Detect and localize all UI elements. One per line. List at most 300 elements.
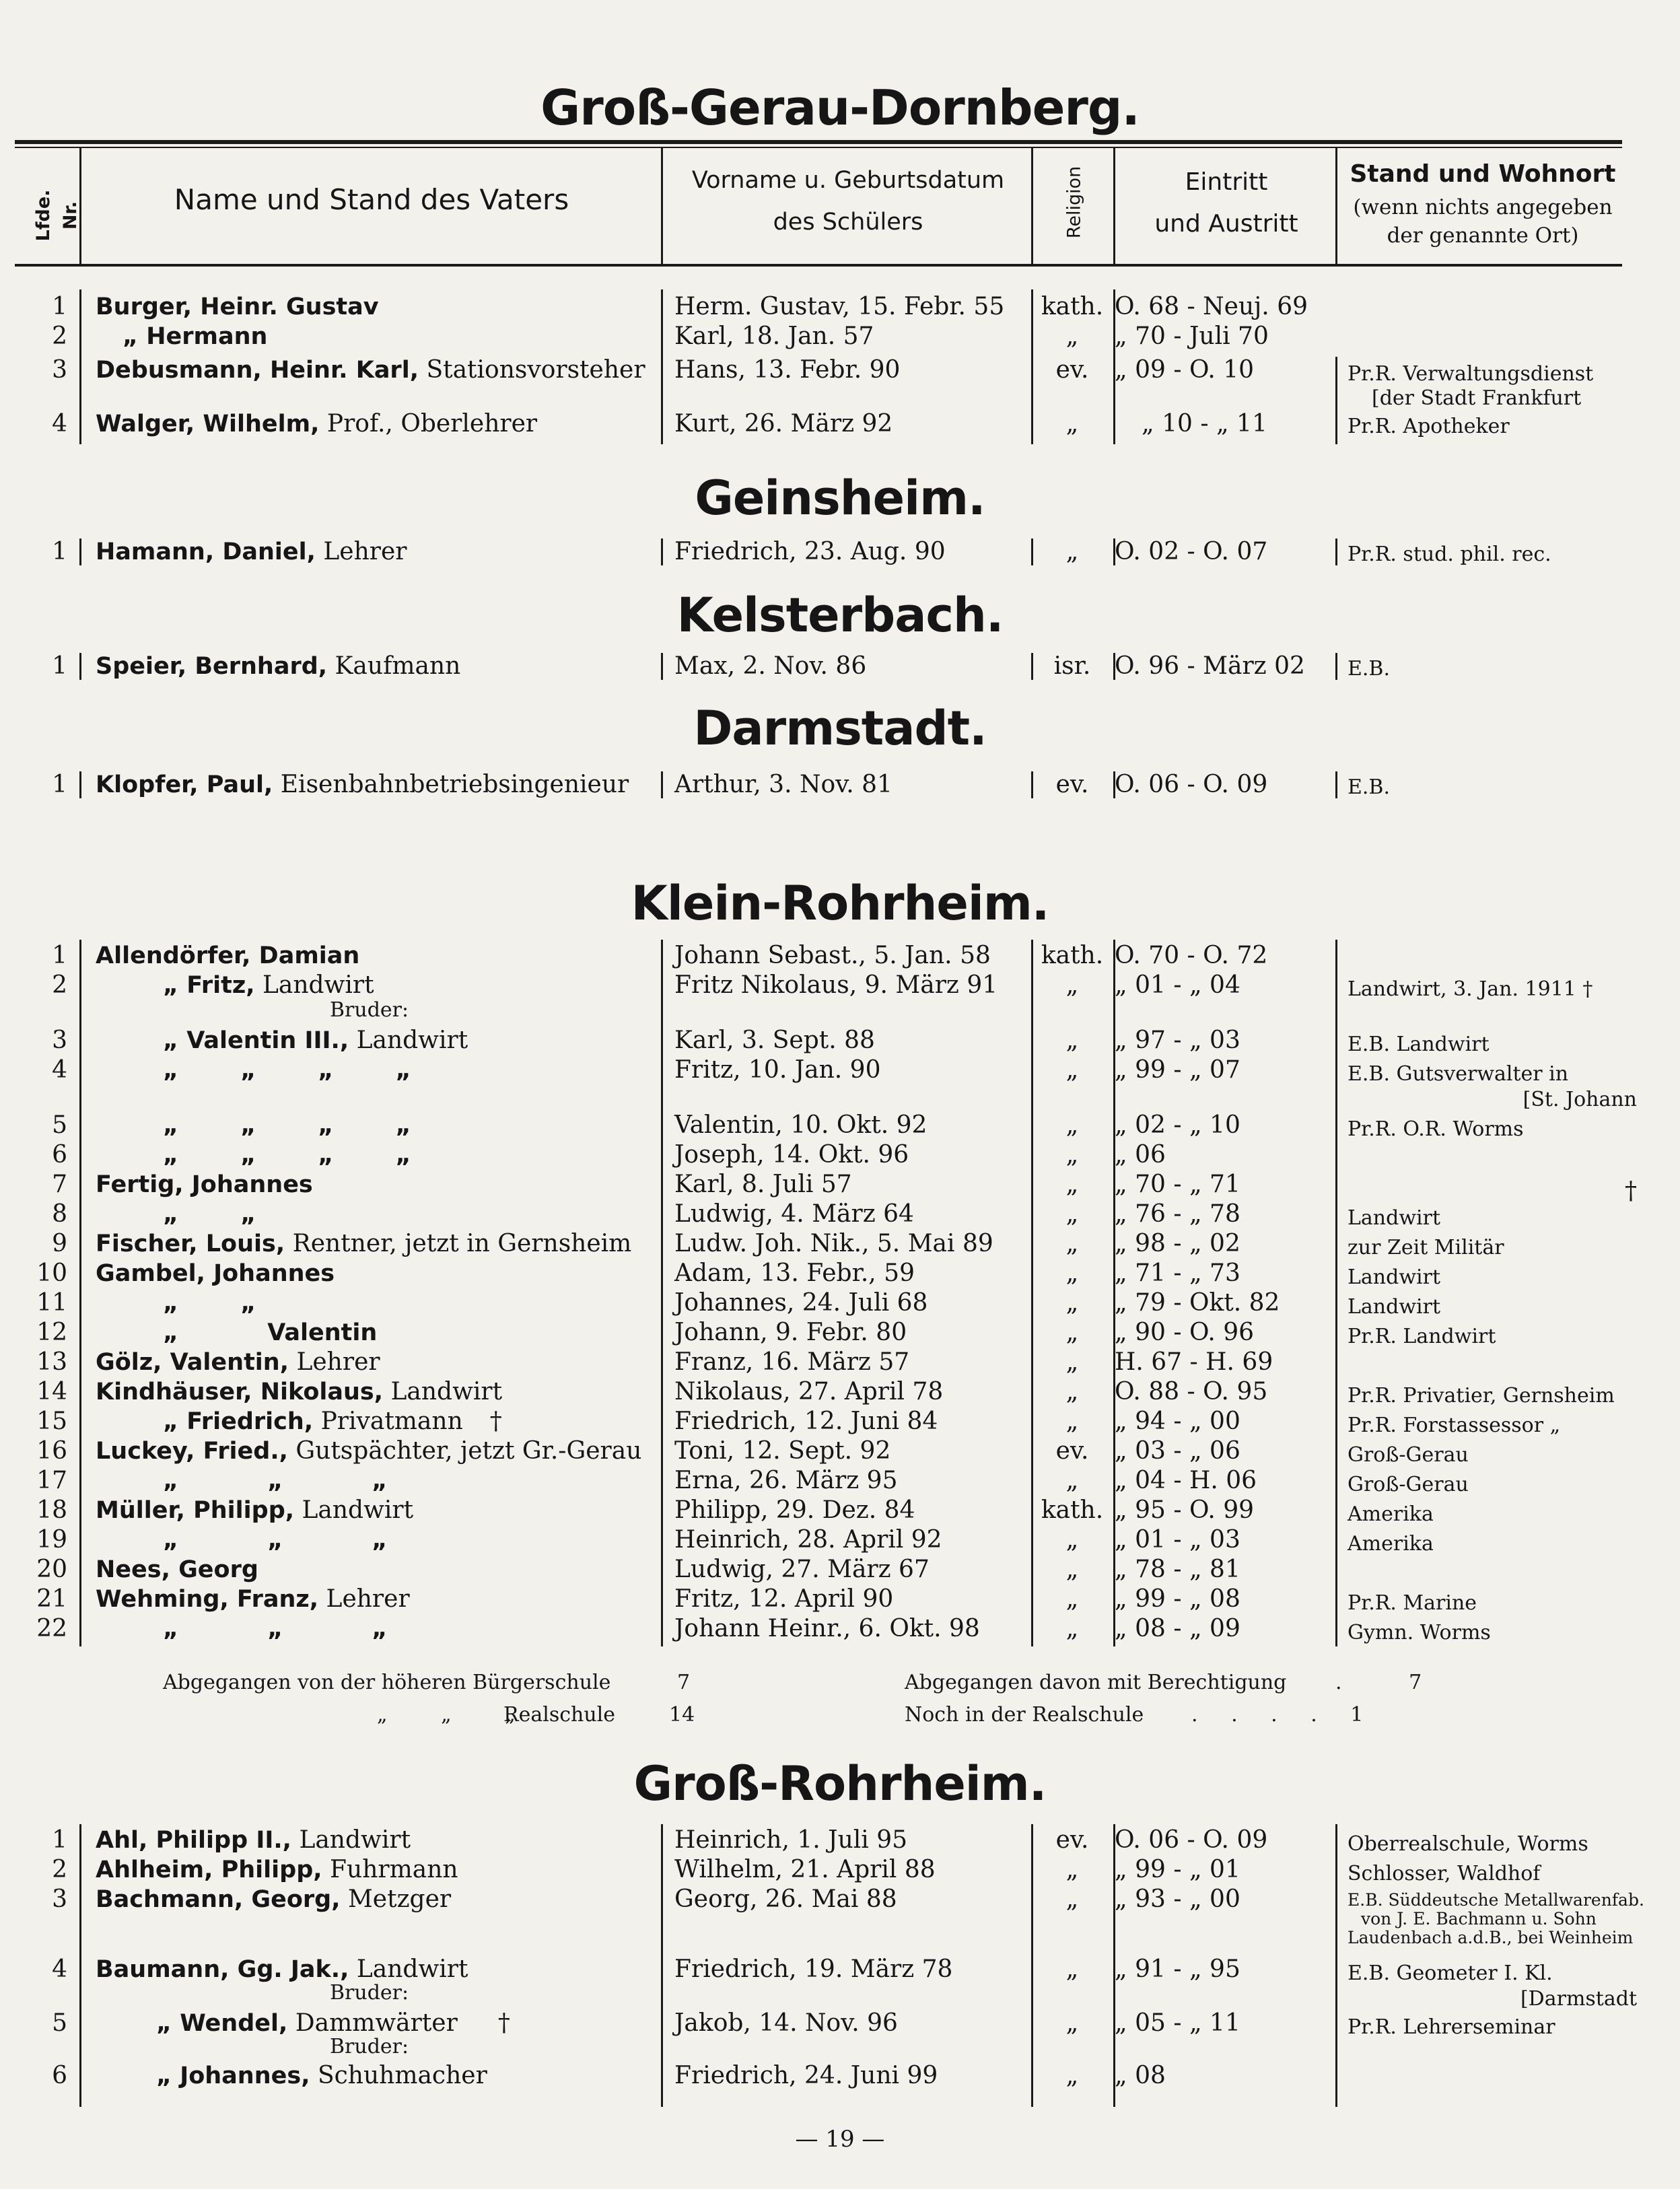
entry-exit: „ 06 bbox=[1115, 1141, 1166, 1169]
header-divider bbox=[1335, 148, 1337, 264]
row-number: 1 bbox=[52, 1826, 67, 1854]
summary-left-2: Realschule bbox=[503, 1703, 616, 1727]
header-top-rule bbox=[15, 140, 1622, 144]
pupil-name-birth: Friedrich, 19. März 78 bbox=[674, 1955, 953, 1983]
pupil-name-birth: Ludwig, 4. März 64 bbox=[674, 1200, 914, 1228]
deceased-mark: † bbox=[489, 1408, 502, 1435]
residence: Groß-Gerau bbox=[1348, 1443, 1469, 1467]
father-name bbox=[96, 1229, 661, 1259]
father-surname: Ahl, Philipp II., bbox=[96, 1827, 291, 1854]
father-name bbox=[96, 1885, 661, 1914]
page-number: — 19 — bbox=[795, 2126, 885, 2153]
father-name bbox=[96, 971, 728, 1000]
father-occupation: Lehrer bbox=[323, 538, 407, 565]
residence: Pr.R. Landwirt bbox=[1348, 1325, 1496, 1348]
entry-exit: „ 09 - O. 10 bbox=[1115, 356, 1255, 384]
religion: „ bbox=[1065, 1585, 1079, 1613]
row-number: 1 bbox=[52, 942, 67, 969]
column-rule bbox=[79, 771, 81, 798]
entry-exit: „ 97 - „ 03 bbox=[1115, 1027, 1240, 1054]
father-surname: Walger, Wilhelm, bbox=[96, 411, 320, 438]
ditto-marks: „ „ „ „ bbox=[163, 1142, 411, 1169]
father-surname: Fertig, Johannes bbox=[96, 1171, 313, 1198]
pupil-name-birth: Karl, 18. Jan. 57 bbox=[674, 322, 874, 350]
father-occupation: Eisenbahnbetriebsingenieur bbox=[280, 771, 629, 798]
pupil-name-birth: Hans, 13. Febr. 90 bbox=[674, 356, 901, 384]
religion: „ bbox=[1065, 1955, 1079, 1983]
pupil-name-birth: Ludw. Joh. Nik., 5. Mai 89 bbox=[674, 1230, 993, 1257]
father-occupation: Landwirt bbox=[356, 1955, 468, 1983]
residence-cont: [Darmstadt bbox=[1520, 1987, 1637, 2011]
father-name bbox=[96, 770, 661, 800]
residence: Amerika bbox=[1348, 1502, 1434, 1526]
residence: E.B. Landwirt bbox=[1348, 1033, 1490, 1056]
row-number: 6 bbox=[52, 2062, 67, 2089]
row-number: 2 bbox=[52, 971, 67, 999]
father-surname: „ Hermann bbox=[123, 323, 268, 350]
pupil-name-birth: Herm. Gustav, 15. Febr. 55 bbox=[674, 293, 1005, 320]
column-rule bbox=[79, 538, 81, 565]
father-occupation: Gutspächter, jetzt Gr.-Gerau bbox=[295, 1437, 642, 1465]
row-number: 7 bbox=[52, 1171, 67, 1198]
father-surname: Klopfer, Paul, bbox=[96, 771, 273, 798]
entry-exit: „ 90 - O. 96 bbox=[1115, 1319, 1255, 1346]
row-number: 14 bbox=[36, 1378, 67, 1405]
ditto-marks: „ „ „ „ bbox=[163, 1112, 411, 1139]
deceased-mark: † bbox=[1625, 1177, 1637, 1205]
father-name bbox=[96, 2009, 722, 2038]
religion: isr. bbox=[1053, 652, 1091, 680]
row-number: 1 bbox=[52, 652, 67, 680]
pupil-name-birth: Fritz, 12. April 90 bbox=[674, 1585, 894, 1613]
entry-exit: „ 70 - Juli 70 bbox=[1115, 322, 1269, 350]
row-number: 16 bbox=[36, 1437, 67, 1465]
pupil-name-birth: Ludwig, 27. März 67 bbox=[674, 1556, 930, 1583]
religion: ev. bbox=[1055, 771, 1089, 798]
header-top-rule-thin bbox=[15, 147, 1622, 148]
father-name bbox=[96, 1585, 661, 1614]
pupil-name-birth: Philipp, 29. Dez. 84 bbox=[674, 1496, 915, 1524]
row-number: 21 bbox=[36, 1585, 67, 1613]
father-occupation: Fuhrmann bbox=[330, 1856, 458, 1883]
entry-exit: „ 03 - „ 06 bbox=[1115, 1437, 1240, 1465]
ditto-marks: „ „ „ bbox=[163, 1467, 388, 1494]
header-divider bbox=[661, 148, 663, 264]
header-dates-1: Eintritt bbox=[1185, 168, 1268, 196]
father-surname: „ Valentin bbox=[163, 1319, 378, 1346]
father-name bbox=[96, 1026, 728, 1055]
residence: zur Zeit Militär bbox=[1348, 1236, 1504, 1259]
residence-cont: [der Stadt Frankfurt bbox=[1372, 386, 1582, 410]
father-name bbox=[96, 1555, 661, 1585]
column-rule bbox=[79, 289, 81, 444]
religion: kath. bbox=[1041, 942, 1104, 969]
father-occupation: Dammwärter bbox=[295, 2009, 458, 2037]
father-occupation: Lehrer bbox=[296, 1348, 380, 1376]
father-occupation: Schuhmacher bbox=[317, 2062, 487, 2089]
column-rule bbox=[661, 771, 663, 798]
column-rule bbox=[1335, 1824, 1337, 2107]
father-name bbox=[96, 1525, 728, 1555]
father-surname: Fischer, Louis, bbox=[96, 1230, 285, 1257]
entry-exit: „ 93 - „ 00 bbox=[1115, 1885, 1240, 1913]
residence: E.B. Süddeutsche Metallwarenfab. bbox=[1348, 1890, 1644, 1910]
summary-right-1: Abgegangen davon mit Berechtigung bbox=[905, 1671, 1287, 1694]
entry-exit: „ 99 - „ 08 bbox=[1115, 1585, 1240, 1613]
residence: E.B. Geometer I. Kl. bbox=[1348, 1961, 1553, 1985]
religion: kath. bbox=[1041, 293, 1104, 320]
religion: „ bbox=[1065, 1408, 1079, 1435]
entry-exit: „ 01 - „ 04 bbox=[1115, 971, 1240, 999]
pupil-name-birth: Friedrich, 12. Juni 84 bbox=[674, 1408, 938, 1435]
column-rule bbox=[661, 289, 663, 444]
father-name bbox=[96, 1170, 661, 1200]
pupil-name-birth: Heinrich, 28. April 92 bbox=[674, 1526, 942, 1554]
pupil-name-birth: Fritz, 10. Jan. 90 bbox=[674, 1056, 881, 1084]
entry-exit: „ 78 - „ 81 bbox=[1115, 1556, 1240, 1583]
religion: „ bbox=[1065, 1027, 1079, 1054]
residence: Gymn. Worms bbox=[1348, 1621, 1491, 1644]
pupil-name-birth: Johannes, 24. Juli 68 bbox=[674, 1289, 928, 1317]
father-occupation: Landwirt bbox=[356, 1027, 468, 1054]
religion: „ bbox=[1065, 1556, 1079, 1583]
religion: „ bbox=[1065, 1856, 1079, 1883]
entry-exit: „ 08 bbox=[1115, 2062, 1166, 2089]
father-occupation: Landwirt bbox=[302, 1496, 414, 1524]
row-number: 4 bbox=[52, 410, 67, 438]
entry-exit: „ 02 - „ 10 bbox=[1115, 1111, 1240, 1139]
father-name bbox=[96, 652, 661, 681]
residence: Pr.R. stud. phil. rec. bbox=[1348, 543, 1551, 566]
header-wohn-3: der genannte Ort) bbox=[1387, 223, 1579, 248]
father-surname: Baumann, Gg. Jak., bbox=[96, 1956, 349, 1983]
header-pupil-2: des Schülers bbox=[773, 209, 923, 236]
residence: Landwirt bbox=[1348, 1206, 1441, 1230]
entry-exit: „ 04 - H. 06 bbox=[1115, 1467, 1257, 1494]
religion: „ bbox=[1065, 1319, 1079, 1346]
father-name bbox=[96, 1377, 661, 1407]
father-name bbox=[96, 1614, 728, 1644]
residence: Landwirt, 3. Jan. 1911 † bbox=[1348, 977, 1593, 1001]
entry-exit: O. 02 - O. 07 bbox=[1115, 538, 1268, 565]
father-name bbox=[96, 1826, 661, 1855]
row-number: 1 bbox=[52, 771, 67, 798]
father-name bbox=[96, 322, 688, 351]
religion: „ bbox=[1065, 1615, 1079, 1642]
father-surname: Gölz, Valentin, bbox=[96, 1349, 289, 1376]
father-occupation: Prof., Oberlehrer bbox=[326, 410, 538, 438]
father-occupation: Landwirt bbox=[390, 1378, 503, 1405]
religion: „ bbox=[1065, 2062, 1079, 2089]
header-wohn-2: (wenn nichts angegeben bbox=[1353, 195, 1613, 219]
residence: E.B. Gutsverwalter in bbox=[1348, 1062, 1569, 1086]
entry-exit: „ 91 - „ 95 bbox=[1115, 1955, 1240, 1983]
entry-exit: „ 10 - „ 11 bbox=[1142, 410, 1267, 438]
pupil-name-birth: Friedrich, 24. Juni 99 bbox=[674, 2062, 938, 2089]
column-rule bbox=[79, 1824, 81, 2107]
religion: „ bbox=[1065, 1348, 1079, 1376]
father-name bbox=[96, 1318, 728, 1348]
father-occupation: Metzger bbox=[347, 1885, 452, 1913]
father-surname: Nees, Georg bbox=[96, 1556, 258, 1583]
row-number: 1 bbox=[52, 538, 67, 565]
row-number: 12 bbox=[36, 1319, 67, 1346]
residence: Pr.R. Verwaltungsdienst bbox=[1348, 362, 1594, 386]
father-surname: Speier, Bernhard, bbox=[96, 653, 328, 680]
father-surname: Gambel, Johannes bbox=[96, 1260, 335, 1287]
religion: „ bbox=[1065, 1378, 1079, 1405]
residence: E.B. bbox=[1348, 775, 1391, 799]
religion: „ bbox=[1065, 2009, 1079, 2037]
section-title-darmstadt: Darmstadt. bbox=[693, 701, 987, 756]
father-occupation: Privatmann bbox=[320, 1408, 463, 1435]
column-rule bbox=[1335, 538, 1337, 565]
religion: „ bbox=[1065, 1259, 1079, 1287]
father-name bbox=[96, 2061, 722, 2091]
father-name bbox=[96, 1111, 728, 1140]
entry-exit: „ 98 - „ 02 bbox=[1115, 1230, 1240, 1257]
row-number: 4 bbox=[52, 1056, 67, 1084]
residence: Schlosser, Waldhof bbox=[1348, 1862, 1541, 1885]
father-surname: Wehming, Franz, bbox=[96, 1586, 319, 1613]
summary-left-2-ditto: „ „ „ bbox=[377, 1703, 516, 1727]
column-rule bbox=[661, 538, 663, 565]
religion: „ bbox=[1065, 1526, 1079, 1554]
row-number: 18 bbox=[36, 1496, 67, 1524]
pupil-name-birth: Jakob, 14. Nov. 96 bbox=[674, 2009, 898, 2037]
residence-cont: [St. Johann bbox=[1523, 1088, 1637, 1111]
pupil-name-birth: Georg, 26. Mai 88 bbox=[674, 1885, 897, 1913]
father-name bbox=[96, 941, 661, 971]
father-occupation: Landwirt bbox=[262, 971, 374, 999]
pupil-name-birth: Erna, 26. März 95 bbox=[674, 1467, 898, 1494]
summary-left-1: Abgegangen von der höheren Bürgerschule bbox=[163, 1671, 611, 1694]
bruder-note: Bruder: bbox=[330, 2035, 409, 2058]
father-name bbox=[96, 1496, 661, 1525]
father-name bbox=[96, 1955, 661, 1984]
religion: ev. bbox=[1055, 1826, 1089, 1854]
father-name bbox=[96, 1348, 661, 1377]
row-number: 4 bbox=[52, 1955, 67, 1983]
row-number: 1 bbox=[52, 293, 67, 320]
father-name bbox=[96, 292, 661, 322]
row-number: 20 bbox=[36, 1556, 67, 1583]
entry-exit: „ 05 - „ 11 bbox=[1115, 2009, 1240, 2037]
pupil-name-birth: Friedrich, 23. Aug. 90 bbox=[674, 538, 946, 565]
summary-right-2-value: . . . . 1 bbox=[1191, 1703, 1364, 1727]
religion: „ bbox=[1065, 410, 1079, 438]
father-surname: „ Wendel, bbox=[156, 2010, 288, 2037]
residence: E.B. bbox=[1348, 657, 1391, 681]
pupil-name-birth: Arthur, 3. Nov. 81 bbox=[674, 771, 893, 798]
residence-cont: von J. E. Bachmann u. Sohn bbox=[1361, 1909, 1597, 1929]
father-name bbox=[96, 537, 661, 567]
summary-left-1-value: 7 bbox=[677, 1671, 691, 1694]
father-surname: „ Friedrich, bbox=[163, 1408, 314, 1435]
pupil-name-birth: Heinrich, 1. Juli 95 bbox=[674, 1826, 908, 1854]
religion: „ bbox=[1065, 538, 1079, 565]
column-rule bbox=[79, 940, 81, 1646]
entry-exit: O. 88 - O. 95 bbox=[1115, 1378, 1268, 1405]
religion: „ bbox=[1065, 1467, 1079, 1494]
entry-exit: „ 76 - „ 78 bbox=[1115, 1200, 1240, 1228]
father-surname: Luckey, Fried., bbox=[96, 1438, 288, 1465]
row-number: 19 bbox=[36, 1526, 67, 1554]
summary-left-2-value: 14 bbox=[669, 1703, 695, 1727]
column-rule bbox=[1335, 653, 1337, 680]
residence: Amerika bbox=[1348, 1532, 1434, 1556]
father-surname: Hamann, Daniel, bbox=[96, 538, 316, 565]
header-nr: Lfde. Nr. bbox=[33, 189, 81, 242]
religion: „ bbox=[1065, 1885, 1079, 1913]
father-surname: Bachmann, Georg, bbox=[96, 1886, 341, 1913]
father-surname: Debusmann, Heinr. Karl, bbox=[96, 357, 419, 384]
ditto-marks: „ „ „ „ bbox=[163, 1057, 411, 1084]
summary-right-1-value: . 7 bbox=[1335, 1671, 1422, 1694]
row-number: 3 bbox=[52, 1885, 67, 1913]
entry-exit: O. 96 - März 02 bbox=[1115, 652, 1305, 680]
father-surname: „ Johannes, bbox=[156, 2062, 310, 2089]
section-title-kelsterbach: Kelsterbach. bbox=[676, 588, 1004, 643]
entry-exit: O. 06 - O. 09 bbox=[1115, 1826, 1268, 1854]
father-surname: „ Valentin III., bbox=[163, 1027, 349, 1054]
father-surname: Burger, Heinr. Gustav bbox=[96, 293, 379, 320]
row-number: 10 bbox=[36, 1259, 67, 1287]
father-surname: Ahlheim, Philipp, bbox=[96, 1856, 322, 1883]
row-number: 8 bbox=[52, 1200, 67, 1228]
entry-exit: H. 67 - H. 69 bbox=[1115, 1348, 1273, 1376]
row-number: 17 bbox=[36, 1467, 67, 1494]
father-name bbox=[96, 409, 661, 439]
religion: „ bbox=[1065, 971, 1079, 999]
section-title-gross-rohrheim: Groß-Rohrheim. bbox=[633, 1756, 1047, 1811]
entry-exit: „ 99 - „ 07 bbox=[1115, 1056, 1240, 1084]
header-divider bbox=[1031, 148, 1033, 264]
residence: Pr.R. O.R. Worms bbox=[1348, 1117, 1524, 1141]
father-name bbox=[96, 1259, 661, 1288]
ditto-marks: „ „ bbox=[163, 1201, 256, 1228]
column-rule bbox=[661, 653, 663, 680]
entry-exit: „ 99 - „ 01 bbox=[1115, 1856, 1240, 1883]
father-surname: Müller, Philipp, bbox=[96, 1497, 295, 1524]
pupil-name-birth: Wilhelm, 21. April 88 bbox=[674, 1856, 936, 1883]
row-number: 5 bbox=[52, 1111, 67, 1139]
pupil-name-birth: Johann Heinr., 6. Okt. 98 bbox=[674, 1615, 980, 1642]
header-dates-2: und Austritt bbox=[1154, 210, 1298, 238]
religion: „ bbox=[1065, 1141, 1079, 1169]
residence: Pr.R. Forstassessor „ bbox=[1348, 1414, 1561, 1437]
pupil-name-birth: Valentin, 10. Okt. 92 bbox=[674, 1111, 928, 1139]
pupil-name-birth: Karl, 3. Sept. 88 bbox=[674, 1027, 875, 1054]
column-rule bbox=[1335, 940, 1337, 1646]
summary-right-2: Noch in der Realschule bbox=[905, 1703, 1144, 1727]
pupil-name-birth: Johann Sebast., 5. Jan. 58 bbox=[674, 942, 991, 969]
pupil-name-birth: Franz, 16. März 57 bbox=[674, 1348, 910, 1376]
column-rule bbox=[79, 653, 81, 680]
father-name bbox=[96, 1855, 661, 1885]
entry-exit: O. 06 - O. 09 bbox=[1115, 771, 1268, 798]
father-occupation: Landwirt bbox=[299, 1826, 411, 1854]
residence-cont: Laudenbach a.d.B., bei Weinheim bbox=[1348, 1928, 1634, 1947]
religion: „ bbox=[1065, 1111, 1079, 1139]
father-name bbox=[96, 1140, 728, 1170]
bruder-note: Bruder: bbox=[330, 1981, 409, 2005]
religion: ev. bbox=[1055, 1437, 1089, 1465]
father-name bbox=[96, 1200, 728, 1229]
religion: kath. bbox=[1041, 1496, 1104, 1524]
row-number: 9 bbox=[52, 1230, 67, 1257]
row-number: 13 bbox=[36, 1348, 67, 1376]
row-number: 2 bbox=[52, 1856, 67, 1883]
religion: „ bbox=[1065, 322, 1079, 350]
pupil-name-birth: Toni, 12. Sept. 92 bbox=[674, 1437, 891, 1465]
residence: Landwirt bbox=[1348, 1265, 1441, 1289]
row-number: 6 bbox=[52, 1141, 67, 1169]
religion: „ bbox=[1065, 1171, 1079, 1198]
row-number: 2 bbox=[52, 322, 67, 350]
religion: „ bbox=[1065, 1056, 1079, 1084]
residence: Pr.R. Apotheker bbox=[1348, 415, 1510, 438]
entry-exit: O. 70 - O. 72 bbox=[1115, 942, 1268, 969]
father-surname: Kindhäuser, Nikolaus, bbox=[96, 1379, 384, 1405]
row-number: 3 bbox=[52, 356, 67, 384]
bruder-note: Bruder: bbox=[330, 998, 409, 1022]
father-surname: Allendörfer, Damian bbox=[96, 942, 360, 969]
row-number: 5 bbox=[52, 2009, 67, 2037]
father-occupation: Kaufmann bbox=[335, 652, 461, 680]
header-bottom-rule bbox=[15, 264, 1622, 267]
entry-exit: „ 01 - „ 03 bbox=[1115, 1526, 1240, 1554]
entry-exit: „ 70 - „ 71 bbox=[1115, 1171, 1240, 1198]
header-religion: Religion bbox=[1063, 166, 1085, 239]
pupil-name-birth: Joseph, 14. Okt. 96 bbox=[674, 1141, 909, 1169]
entry-exit: O. 68 - Neuj. 69 bbox=[1115, 293, 1308, 320]
ditto-marks: „ „ „ bbox=[163, 1615, 388, 1642]
deceased-mark: † bbox=[497, 2009, 510, 2037]
pupil-name-birth: Karl, 8. Juli 57 bbox=[674, 1171, 852, 1198]
row-number: 11 bbox=[36, 1289, 67, 1317]
page-title: Groß-Gerau-Dornberg. bbox=[540, 79, 1140, 136]
section-title-klein-rohrheim: Klein-Rohrheim. bbox=[631, 876, 1049, 931]
residence: Groß-Gerau bbox=[1348, 1473, 1469, 1496]
entry-exit: „ 94 - „ 00 bbox=[1115, 1408, 1240, 1435]
father-occupation: Stationsvorsteher bbox=[426, 356, 645, 384]
pupil-name-birth: Kurt, 26. März 92 bbox=[674, 410, 893, 438]
father-name bbox=[96, 1288, 728, 1318]
father-surname: „ Fritz, bbox=[163, 972, 255, 999]
row-number: 22 bbox=[36, 1615, 67, 1642]
religion: „ bbox=[1065, 1200, 1079, 1228]
father-name bbox=[96, 1407, 728, 1436]
entry-exit: „ 71 - „ 73 bbox=[1115, 1259, 1240, 1287]
entry-exit: „ 95 - O. 99 bbox=[1115, 1496, 1255, 1524]
father-name bbox=[96, 1055, 728, 1085]
pupil-name-birth: Nikolaus, 27. April 78 bbox=[674, 1378, 944, 1405]
residence: Pr.R. Lehrerseminar bbox=[1348, 2015, 1555, 2039]
religion: ev. bbox=[1055, 356, 1089, 384]
row-number: 3 bbox=[52, 1027, 67, 1054]
residence: Oberrealschule, Worms bbox=[1348, 1832, 1588, 1856]
header-father: Name und Stand des Vaters bbox=[174, 183, 569, 216]
residence: Landwirt bbox=[1348, 1295, 1441, 1319]
residence: Pr.R. Marine bbox=[1348, 1591, 1477, 1615]
ditto-marks: „ „ bbox=[163, 1290, 256, 1317]
father-name bbox=[96, 355, 661, 385]
header-divider bbox=[1113, 148, 1115, 264]
row-number: 15 bbox=[36, 1408, 67, 1435]
entry-exit: „ 08 - „ 09 bbox=[1115, 1615, 1240, 1642]
column-rule bbox=[1335, 771, 1337, 798]
